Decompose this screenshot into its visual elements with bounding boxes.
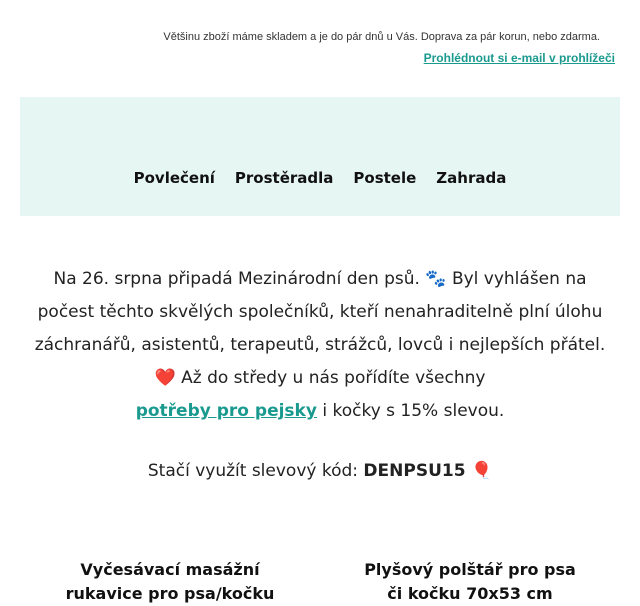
intro-paragraph — [30, 263, 610, 428]
product-title-line: rukavice pro psa/kočku — [65, 584, 275, 603]
heart-icon: ❤️ — [154, 368, 176, 388]
dog-supplies-link[interactable]: potřeby pro pejsky — [135, 401, 317, 421]
balloon-icon: 🎈 — [470, 461, 493, 481]
discount-code-line — [30, 455, 610, 488]
discount-code-label: Stačí využít slevový kód: — [147, 461, 359, 481]
product-title[interactable] — [320, 558, 620, 606]
product-title[interactable] — [20, 558, 320, 606]
nav-item-prosteradla[interactable]: Prostěradla — [234, 169, 334, 187]
paw-icon: 🐾 — [425, 269, 447, 289]
product-title-line: Plyšový polštář pro psa — [364, 560, 576, 579]
nav-item-postele[interactable]: Postele — [353, 169, 417, 187]
preheader-text: Většinu zboží máme skladem a je do pár dnů u Vás. Doprava za pár korun, nebo zdarma. — [163, 31, 600, 43]
intro-text-2: Byl vyhlášen na počest těchto skvělých společníků, kteří nenahraditelně plní úlohu záchranářů, asistentů, terapeutů, strážců, lovců i nejlepších přátel. — [34, 269, 606, 355]
nav-item-zahrada[interactable]: Zahrada — [436, 169, 507, 187]
intro-text-3: Až do středy u nás pořídíte všechny — [181, 368, 486, 388]
view-in-browser-link[interactable]: Prohlédnout si e-mail v prohlížeči — [423, 51, 615, 65]
product-title-line: či kočku 70x53 cm — [387, 584, 553, 603]
discount-code: DENPSU15 — [363, 461, 466, 481]
nav-item-povleceni[interactable]: Povlečení — [133, 169, 215, 187]
product-title-line: Vyčesávací masážní — [80, 560, 260, 579]
intro-text-4: i kočky s 15% slevou. — [322, 401, 505, 421]
intro-text-1: Na 26. srpna připadá Mezinárodní den psů. — [53, 269, 420, 289]
product-grid — [20, 558, 620, 606]
category-nav — [20, 97, 620, 216]
